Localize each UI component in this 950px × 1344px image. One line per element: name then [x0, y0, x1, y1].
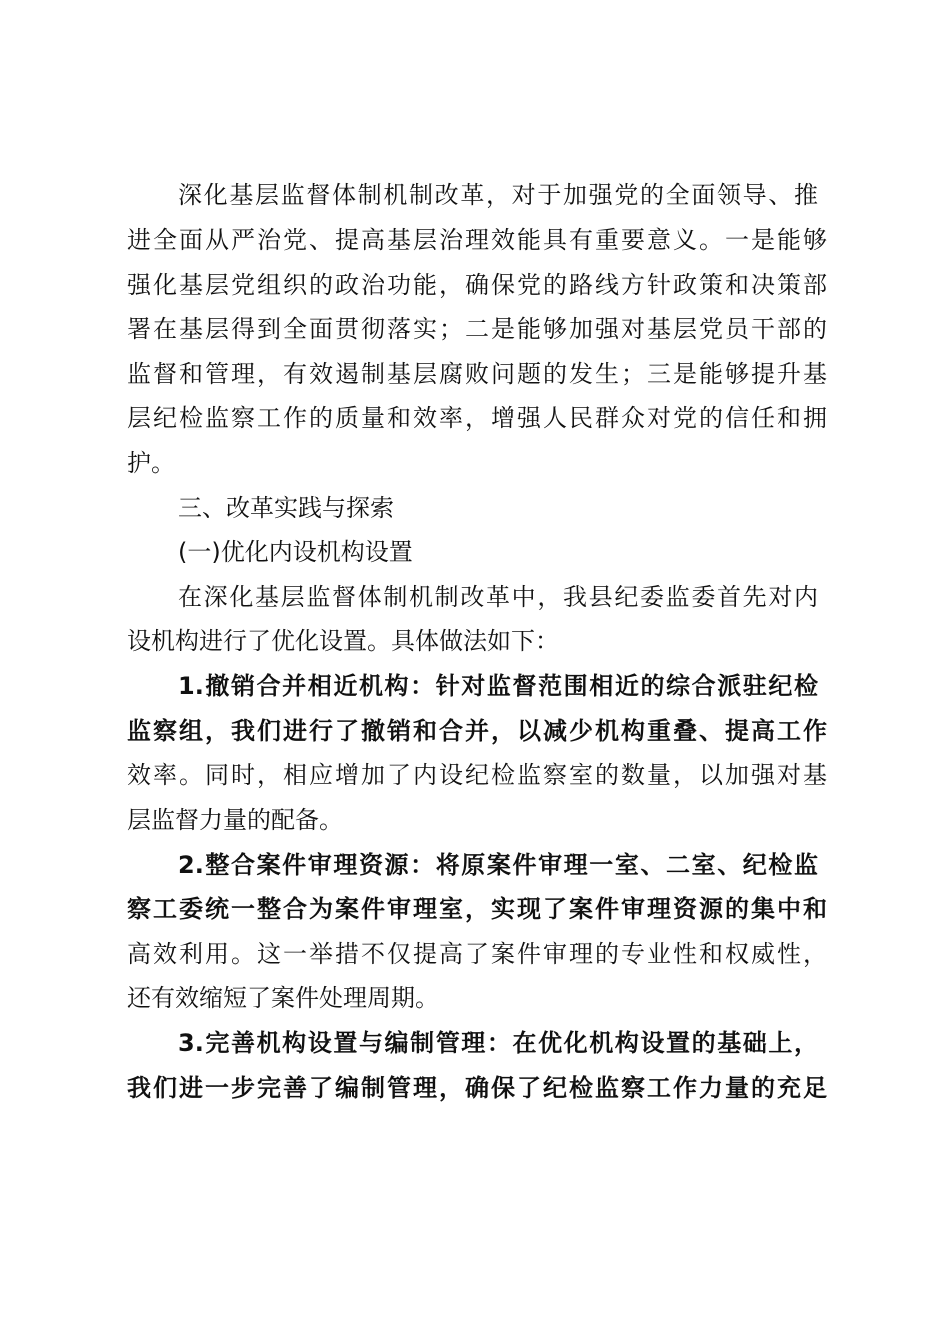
- paragraph-1-line-6: 层纪检监察工作的质量和效率，增强人民群众对党的信任和拥: [127, 404, 827, 432]
- item-2-line-2: 察工委统一整合为案件审理室，实现了案件审理资源的集中和: [127, 895, 827, 923]
- paragraph-1-line-2: 进全面从严治党、提高基层治理效能具有重要意义。一是能够: [127, 226, 827, 254]
- paragraph-1-line-3: 强化基层党组织的政治功能，确保党的路线方针政策和决策部: [127, 271, 827, 299]
- item-1-line-3: 效率。同时，相应增加了内设纪检监察室的数量，以加强对基: [127, 761, 827, 789]
- item-3-line-1: 3.完善机构设置与编制管理：在优化机构设置的基础上，: [178, 1029, 818, 1057]
- paragraph-1-line-1: 深化基层监督体制机制改革，对于加强党的全面领导、推: [178, 181, 818, 209]
- item-2-line-1: 2.整合案件审理资源：将原案件审理一室、二室、纪检监: [178, 851, 818, 879]
- paragraph-2-line-2: 设机构进行了优化设置。具体做法如下：: [127, 627, 559, 655]
- paragraph-1-line-4: 署在基层得到全面贯彻落实；二是能够加强对基层党员干部的: [127, 315, 827, 343]
- item-1-line-2: 监察组，我们进行了撤销和合并，以减少机构重叠、提高工作: [127, 717, 827, 745]
- item-2-line-4: 还有效缩短了案件处理周期。: [127, 984, 439, 1012]
- item-1-line-1: 1.撤销合并相近机构：针对监督范围相近的综合派驻纪检: [178, 672, 818, 700]
- paragraph-2-line-1: 在深化基层监督体制机制改革中，我县纪委监委首先对内: [178, 583, 818, 611]
- subsection-heading: (一)优化内设机构设置: [178, 538, 413, 566]
- item-1-line-4: 层监督力量的配备。: [127, 806, 343, 834]
- item-2-line-3: 高效利用。这一举措不仅提高了案件审理的专业性和权威性，: [127, 940, 827, 968]
- item-3-line-2: 我们进一步完善了编制管理，确保了纪检监察工作力量的充足: [127, 1074, 827, 1102]
- paragraph-1-line-7: 护。: [127, 449, 175, 477]
- section-heading: 三、改革实践与探索: [178, 494, 394, 522]
- paragraph-1-line-5: 监督和管理，有效遏制基层腐败问题的发生；三是能够提升基: [127, 360, 827, 388]
